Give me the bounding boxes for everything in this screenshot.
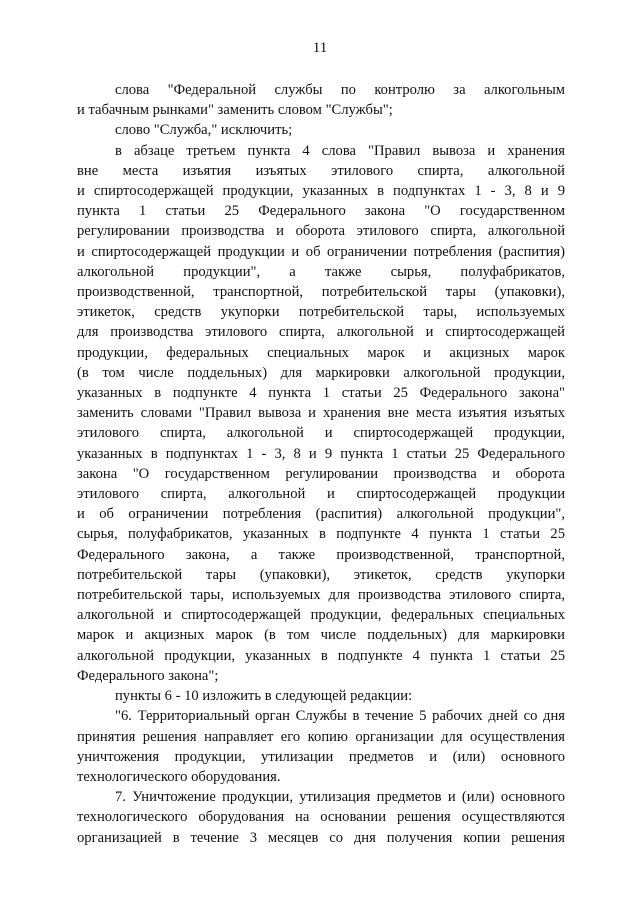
text-line: слово "Служба," исключить; — [115, 122, 293, 139]
paragraph — [77, 686, 565, 706]
text-line: продукции, федеральных специальных марок и акцизных марок — [77, 344, 565, 361]
text-line: регулировании производства и оборота этилового спирта, алкогольной — [77, 223, 565, 240]
text-line: и спиртосодержащей продукции и об ограничении потребления (распития) — [77, 243, 565, 260]
text-line: алкогольной продукции", а также сырья, полуфабрикатов, — [77, 263, 565, 280]
text-line: и табачным рынками" заменить словом "Службы"; — [77, 102, 393, 119]
text-line: алкогольной и спиртосодержащей продукции, федеральных специальных — [77, 607, 565, 624]
text-line: слова "Федеральной службы по контролю за алкогольным — [115, 82, 565, 98]
text-line: указанных в подпунктах 1 - 3, 8 и 9 пункта 1 статьи 25 Федерального — [77, 445, 565, 462]
paragraph — [77, 706, 565, 787]
text-line: принятия решения направляет его копию организации для осуществления — [77, 728, 565, 745]
text-line: организацией в течение 3 месяцев со дня получения копии решения — [77, 829, 565, 846]
text-line: потребительской тары (упаковки), этикеток, средств укупорки — [77, 566, 565, 583]
text-line: Федерального закона, а также производственной, транспортной, — [77, 546, 565, 563]
text-line: в абзаце третьем пункта 4 слова "Правил вывоза и хранения — [115, 142, 565, 159]
text-line: производственной, транспортной, потребительской тары (упаковки), — [77, 284, 565, 301]
text-line: технологического оборудования на основании решения осуществляются — [77, 809, 565, 826]
paragraph — [77, 80, 565, 120]
paragraph — [77, 141, 565, 686]
text-line: (в том числе поддельных) для маркировки алкогольной продукции, — [77, 364, 565, 381]
text-line: указанных в подпункте 4 пункта 1 статьи 25 Федерального закона" — [77, 385, 565, 402]
text-line: пункты 6 - 10 изложить в следующей редакции: — [115, 688, 413, 705]
text-line: "6. Территориальный орган Службы в течение 5 рабочих дней со дня — [115, 708, 565, 725]
text-line: уничтожения продукции, утилизации предметов и (или) основного — [77, 748, 565, 765]
text-line: и спиртосодержащей продукции, указанных в подпунктах 1 - 3, 8 и 9 — [77, 183, 565, 200]
text-line: вне места изъятия изъятых этилового спирта, алкогольной — [77, 162, 565, 179]
text-line: алкогольной продукции, указанных в подпункте 4 пункта 1 статьи 25 — [77, 647, 565, 664]
text-line: технологического оборудования. — [77, 768, 281, 785]
text-line: сырья, полуфабрикатов, указанных в подпункте 4 пункта 1 статьи 25 — [77, 526, 565, 543]
text-line: 7. Уничтожение продукции, утилизация предметов и (или) основного — [115, 789, 565, 806]
paragraph — [77, 787, 565, 848]
text-line: Федерального закона"; — [77, 667, 219, 684]
text-line: и об ограничении потребления (распития) алкогольной продукции", — [77, 506, 565, 523]
page-number: 11 — [312, 40, 328, 56]
text-line: марок и акцизных марок (в том числе поддельных) для маркировки — [77, 627, 565, 644]
paragraph — [77, 120, 565, 140]
text-line: потребительской тары, используемых для производства этилового спирта, — [77, 587, 565, 604]
text-line: этилового спирта, алкогольной и спиртосодержащей продукции — [77, 486, 565, 503]
text-line: заменить словами "Правил вывоза и хранения вне места изъятия изъятых — [77, 405, 565, 422]
text-line: этикеток, средств укупорки потребительской тары, используемых — [77, 304, 565, 321]
text-line: для производства этилового спирта, алкогольной и спиртосодержащей — [77, 324, 565, 341]
text-line: этилового спирта, алкогольной и спиртосодержащей продукции, — [77, 425, 565, 442]
text-line: закона "О государственном регулировании производства и оборота — [77, 465, 565, 482]
text-line: пункта 1 статьи 25 Федерального закона "О государственном — [77, 203, 565, 220]
document-body — [77, 80, 565, 848]
